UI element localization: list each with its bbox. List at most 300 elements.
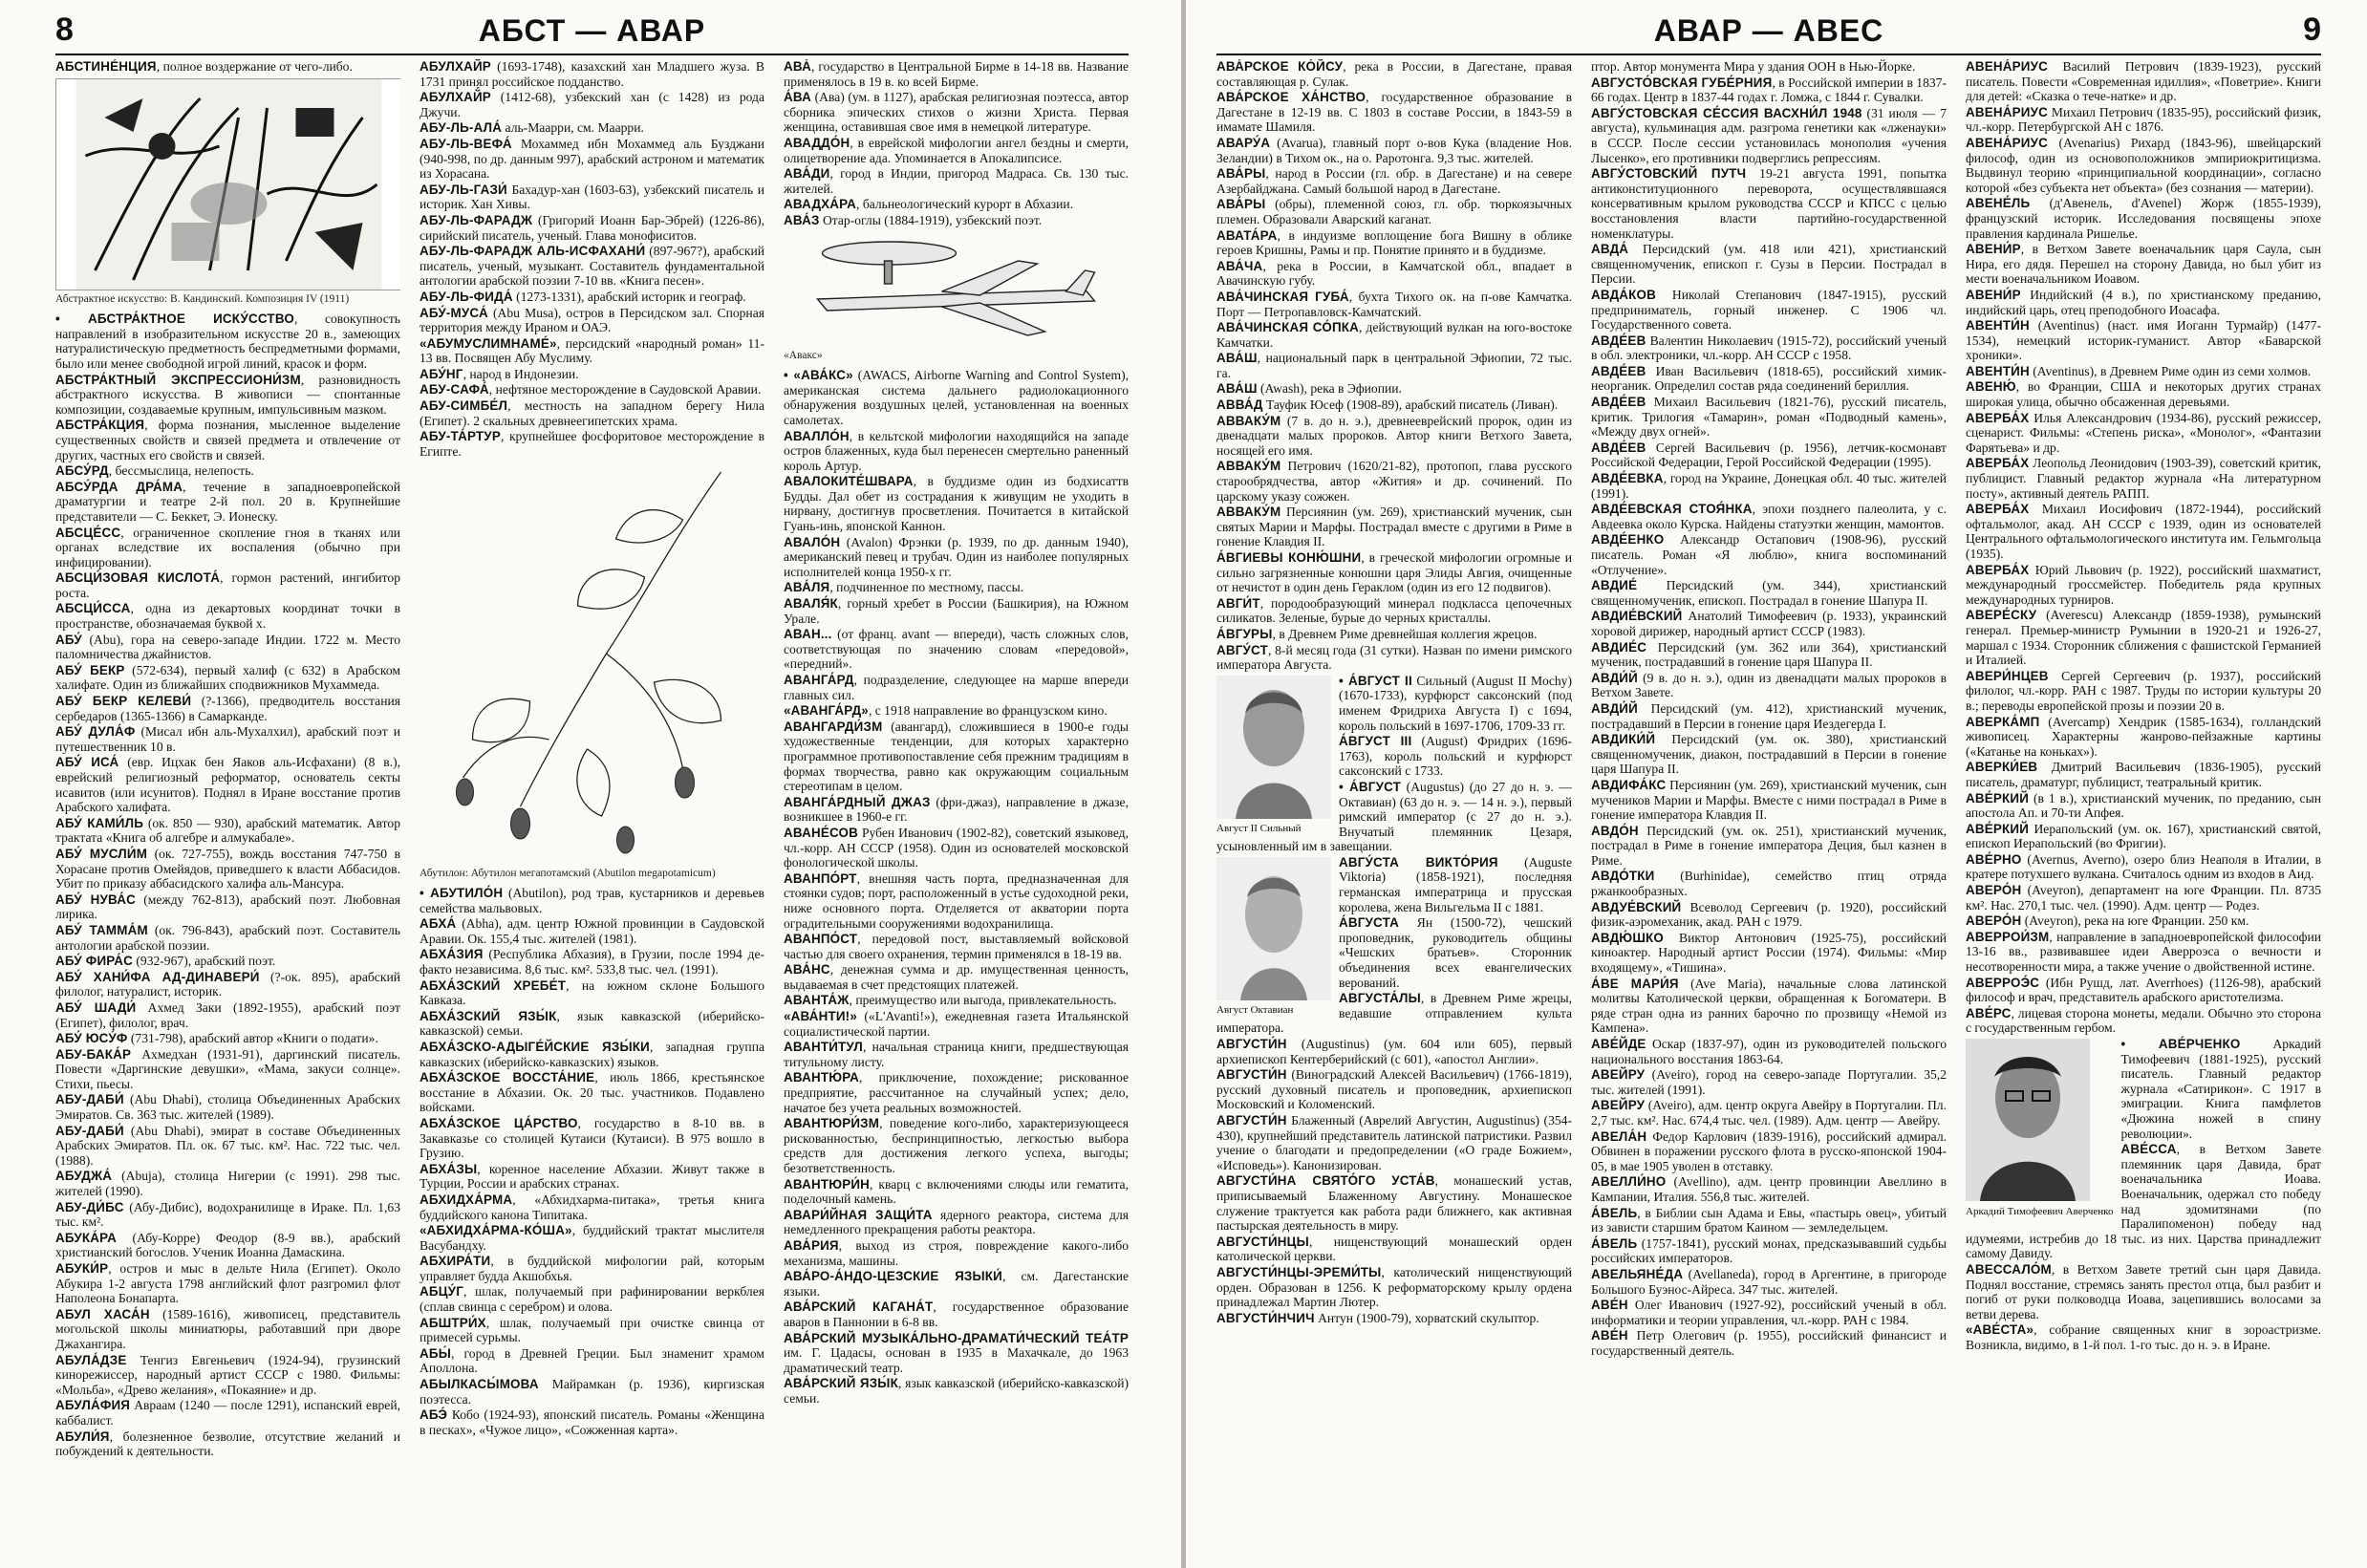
entry-headword: АВЕНИ́Р	[1966, 242, 2021, 257]
entry-definition: (Abha), адм. центр Южной провинции в Саудовской Аравии. Ок. 155,4 тыс. жителей (1981).	[420, 916, 764, 946]
dictionary-entry	[1216, 1037, 1572, 1066]
entry-headword: АБУ́ ШАДИ́	[55, 999, 137, 1015]
entry-definition: (Auguste Viktoria) (1858-1921), последняя германская императрица и прусская королева, жена Вильгельма II с 1881.	[1339, 854, 1572, 914]
entry-definition: (August) Фридрих (1696-1763), король польский и курфюрст саксонский с 1733.	[1339, 734, 1572, 779]
entry-definition: (9 в. до н. э.), один из двенадцати малых пророков в Ветхом Завете.	[1591, 670, 1947, 700]
entry-definition: (?-1366), предводитель восстания сербедаров (1365-1366) в Самарканде.	[55, 694, 400, 723]
entry-headword: «АБУМУСЛИМНАМЕ́»	[420, 335, 557, 351]
entry-definition: (обры), племенной союз, гл. обр. тюркоязычных племен. Образовали Аварский каганат.	[1216, 197, 1572, 226]
entry-headword: АВАНТЮ́РА	[784, 1070, 860, 1085]
dictionary-entry	[55, 59, 400, 75]
dictionary-entry	[784, 673, 1129, 702]
dictionary-entry	[1591, 242, 1947, 287]
dictionary-entry	[784, 1009, 1129, 1039]
entry-definition: , река в России, в Камчатской обл., впадает в Авачинскую губу.	[1216, 258, 1572, 289]
entry-headword: АВА́ЧИНСКАЯ СО́ПКА	[1216, 320, 1360, 335]
entry-definition: Оскар (1837-97), один из руководителей польского национального восстания 1863-64.	[1591, 1037, 1947, 1066]
entry-headword: АВА́РСКИЙ КАГАНА́Т	[784, 1300, 934, 1315]
entry-headword: АБУ-ДАБИ́	[55, 1123, 124, 1138]
dictionary-entry	[1591, 732, 1947, 777]
entry-definition: , совокупность направлений в изобразительном искусстве 20 в., замеющих натуралистическую предметность беспредметными формами, было или менее свободной игрой линий, красок и форм.	[55, 311, 400, 371]
entry-definition: Леопольд Леонидович (1903-39), советский критик, публицист. Главный редактор журнала «На литературном посту», активный деятель РАПП.	[1966, 456, 2321, 501]
dictionary-entry	[1591, 900, 1947, 930]
entry-headword: АВЕРБА́Х	[1966, 456, 2030, 471]
entry-definition: , собрание священных книг в зороастризме. Возникла, видимо, в 1-й пол. 1-го тыс. до н. э. в Иране.	[1966, 1322, 2321, 1352]
dictionary-entry	[784, 826, 1129, 870]
dictionary-entry	[1216, 550, 1572, 595]
dictionary-entry	[784, 1177, 1129, 1207]
entry-headword: АВЕ́РНО	[1966, 851, 2022, 867]
entry-definition: Аркадий Тимофеевич (1881-1925), русский писатель. Главный редактор журнала «Сатирикон». С 1917 в эмиграции. Книга памфлетов «Дюжина ножей в спину революции».	[2120, 1037, 2321, 1141]
entry-headword: АБСУ́РДА ДРА́МА	[55, 479, 183, 494]
entry-headword: «АВАНГА́РД»	[784, 703, 869, 719]
entry-headword: АВДИЕ́С	[1591, 639, 1647, 655]
entry-definition: Всеволод Сергеевич (р. 1920), российский физик-аэромеханик, акад. РАН с 1979.	[1591, 899, 1947, 930]
entry-definition: , кварц с включениями слюды или гематита, поделочный камень.	[784, 1176, 1129, 1207]
figure-caption-kandinsky: Абстрактное искусство: В. Кандинский. Композиция IV (1911)	[55, 293, 350, 306]
entry-definition: (евр. Ицхак бен Яаков аль-Исфахани) (8 в.), еврейский религиозный реформатор, основатель секты исавитов (или исунитов). Поднял в Иране восстание против Арабского халифата.	[55, 755, 400, 815]
dictionary-entry	[784, 213, 1129, 228]
dictionary-entry	[420, 244, 764, 289]
entry-headword: АВГИ́Т	[1216, 595, 1260, 611]
dictionary-entry	[55, 1307, 400, 1352]
entry-headword: АВА́	[784, 59, 811, 74]
entry-headword: АВАНГА́РДНЫЙ ДЖАЗ	[784, 794, 931, 809]
entry-headword: АВА́РСКИЙ ЯЗЫ́К	[784, 1376, 898, 1391]
entry-headword: АБУ́ ИСА́	[55, 755, 119, 770]
dictionary-entry	[55, 373, 400, 418]
entry-headword: АБУ́ БЕКР	[55, 662, 125, 677]
entry-headword: АВАРУ́А	[1216, 135, 1271, 150]
dictionary-entry	[55, 694, 400, 723]
entry-definition: Михаил Иосифович (1872-1944), российский офтальмолог, акад. АН СССР с 1939, один из основателей Центрального офтальмологического института им. Гельмгольца (1935).	[1966, 502, 2321, 561]
entry-definition: (31 июля — 7 августа), кульминация адм. разгрома генетики как «лженауки» в СССР. После сессии установилась монополия «учения Лысенко», его противники подверглись репрессиям.	[1591, 105, 1947, 165]
entry-definition: , направление в западноевропейской философии 13-16 вв., развивавшее идеи Аверроэса о вечности и несотворенности мира, а также учение о двойственной истине.	[1966, 929, 2321, 975]
portrait-caption-averchenko: Аркадий Тимофеевич Аверченко	[1966, 1205, 2114, 1217]
portrait-caption-octavian: Август Октавиан	[1216, 1004, 1294, 1017]
entry-headword: АВЕЙРУ	[1591, 1098, 1646, 1113]
dictionary-entry	[1216, 627, 1572, 642]
entry-headword: АБХА́ЗСКИЙ ХРЕБЕ́Т	[420, 977, 567, 993]
entry-definition: (Augustus) (до 27 до н. э. — Октавиан) (63 до н. э. — 14 н. э.), первый римский император (с 27 до н. э.). Внучатый племянник Цезаря, усыновленный им в завещании.	[1216, 779, 1572, 854]
entry-definition: (Ave Maria), начальные слова латинской молитвы Католической церкви, обращенная к Богоматери. В ряде стран одна из ранних барочно по прозвищу «Немой из Кампена».	[1591, 976, 1947, 1036]
entry-headword: АВЕРБА́Х	[1966, 562, 2030, 577]
entry-definition: (Avercamp) Хендрик (1585-1634), голландский живописец. Характерны жанрово-пейзажные картины («Катанье на коньках»).	[1966, 714, 2321, 759]
dictionary-entry	[420, 1346, 764, 1376]
dictionary-entry	[420, 1284, 764, 1314]
entry-headword: АВАНТИ́ТУЛ	[784, 1040, 864, 1055]
dictionary-entry	[420, 978, 764, 1008]
entry-definition: , приключение, похождение; рискованное предприятие, рассчитанное на случайный успех; дело, начатое без учета реальных возможностей.	[784, 1070, 1129, 1115]
entry-definition: Персидский (ум. 362 или 364), христианский мученик, пострадавший в гонение царя Шапура II.	[1591, 639, 1947, 670]
dictionary-entry	[784, 136, 1129, 165]
entry-definition: Дмитрий Васильевич (1836-1905), русский писатель, драматург, публицист, театральный критик.	[1966, 760, 2321, 789]
entry-definition: , католический нищенствующий орден. Образован в 1256. К реформаторскому крылу ордена принадлежал Мартин Лютер.	[1216, 1264, 1572, 1310]
dictionary-entry	[55, 724, 400, 754]
dictionary-entry	[1216, 228, 1572, 258]
entry-headword: АБУ-ЛЬ-АЛА́	[420, 120, 503, 136]
entry-definition: (Abu Dhabi), эмират в составе Объединенных Арабских Эмиратов. Пл. ок. 67 тыс. км². Нас. 722 тыс. чел. (1988).	[55, 1123, 400, 1168]
left-page	[0, 0, 1181, 1568]
august-ii-bust-image	[1216, 676, 1331, 819]
entry-definition: , государство в 8-10 вв. в Закавказье со столицей Кутаиси (Кутаиси). В 975 вошло в Грузию.	[420, 1115, 764, 1161]
portrait-august-ii	[1216, 676, 1331, 837]
entry-headword: АВЕЛЬЯНЕ́ДА	[1591, 1266, 1684, 1281]
portrait-averchenko	[1966, 1039, 2113, 1219]
entry-definition: , породообразующий минерал подкласса цепочечных силикатов. Зеленые, бурые до черных кристаллы.	[1216, 595, 1572, 626]
entry-definition: Индийский (4 в.), по христианскому преданию, индийский царь, отец преподобного Иоасафа.	[1966, 287, 2321, 317]
figure-awacs	[784, 232, 1129, 363]
entry-headword: АВЕ́РКИЙ	[1966, 790, 2030, 805]
entry-definition: , в буддизме один из бодхисаттв Будды. Дал обет из сострадания к живущим не уходить в нирвану, достигнув просветления. Почитается в китайской Гуань-инь, японской Каннон.	[784, 474, 1129, 534]
entry-headword: АВДЕ́ЕНКО	[1591, 532, 1665, 548]
entry-definition: , в Древнем Риме древнейшая коллегия жрецов.	[1272, 626, 1538, 641]
dictionary-entry	[1966, 59, 2321, 104]
dictionary-entry	[1591, 824, 1947, 869]
dictionary-entry	[1966, 883, 2321, 913]
entry-headword: АВЕНА́РИУС	[1966, 59, 2048, 74]
dictionary-entry	[55, 601, 400, 631]
dictionary-entry	[1591, 1098, 1947, 1128]
entry-definition: (Avenarius) Рихард (1843-96), швейцарский философ, один из основоположников эмпириокритицизма. Выдвинул теорию «принципиальной координации», согласно которой «без субъекта нет объекта» (без сознания — материи).	[1966, 135, 2321, 195]
entry-headword: АВЕРО́Н	[1966, 883, 2022, 898]
entry-definition: (Avellaneda), город в Аргентине, в пригороде Большого Буэнос-Айреса. 347 тыс. жителей.	[1591, 1266, 1947, 1297]
dictionary-entry	[1966, 976, 2321, 1005]
entry-definition: , в Российской империи в 1837-66 годах. Центр в 1837-44 годах г. Ломжа, с 1844 г. Сувалки.	[1591, 75, 1947, 105]
entry-definition: , в еврейской мифологии ангел бездны и смерти, олицетворение ада. Упоминается в Апокалипсисе.	[784, 135, 1129, 165]
dictionary-entry	[784, 932, 1129, 961]
entry-definition: (Avarua), главный порт о-вов Кука (владение Нов. Зеландии) в Тихом ок., на о. Раротонга. 9,3 тыс. жителей.	[1216, 135, 1572, 165]
entry-definition: , город в Индии, пригород Мадраса. Св. 130 тыс. жителей.	[784, 166, 1129, 196]
entry-headword: АБУ-ДИ́БС	[55, 1199, 124, 1214]
entry-definition: , подразделение, следующее на марше впереди главных сил.	[784, 673, 1129, 702]
dictionary-entry	[1591, 75, 1947, 105]
dictionary-entry	[784, 1208, 1129, 1237]
entry-headword: АВАДДО́Н	[784, 135, 850, 150]
entry-definition: , национальный парк в центральной Эфиопии, 72 тыс. га.	[1216, 351, 1572, 380]
entry-headword: АВДА́	[1591, 242, 1629, 257]
entry-definition: , эпохи позднего палеолита, у с. Авдеевка около Курска. Найдены статуэтки женщин, мамонтов.	[1591, 502, 1947, 531]
entry-definition: Персидский (ум. 412), христианский мученик, пострадавший в Персии в гонение царя Иездегерда I.	[1591, 700, 1947, 731]
entry-definition: , буддийский трактат мыслителя Васубандху.	[420, 1223, 764, 1253]
entry-definition: (1273-1331), арабский историк и географ.	[512, 289, 746, 304]
dictionary-entry	[1216, 505, 1572, 549]
entry-definition: , начальная страница книги, предшествующая титульному листу.	[784, 1040, 1129, 1069]
entry-headword: АВГУСТИ́Н	[1216, 1037, 1287, 1051]
entry-definition: (Aventinus) (наст. имя Иоганн Турмайр) (1477-1534), немецкий историк-гуманист. Автор «Баварской хроники».	[1966, 318, 2321, 363]
entry-headword: АВВАКУ́М	[1216, 505, 1281, 520]
entry-headword: • АБУТИЛО́Н	[420, 886, 504, 901]
dictionary-entry	[1216, 1311, 1572, 1326]
entry-headword: АВЕ́ЙДЕ	[1591, 1037, 1646, 1051]
entry-definition: Ахмед Заки (1892-1955), арабский поэт (Египет), филолог, врач.	[55, 999, 400, 1030]
dictionary-entry	[1966, 288, 2321, 317]
entry-definition: , гормон растений, ингибитор роста.	[55, 570, 400, 600]
dictionary-entry	[784, 703, 1129, 719]
entry-definition: Бахадур-хан (1603-63), узбекский писатель и историк. Хан Хивы.	[420, 182, 764, 212]
dictionary-entry	[55, 418, 400, 462]
entry-headword: АВГУ́СТА ВИКТО́РИЯ	[1339, 854, 1498, 870]
entry-definition: , действующий вулкан на юго-востоке Камчатки.	[1216, 320, 1572, 350]
entry-definition: Рубен Иванович (1902-82), советский языковед, чл.-корр. АН СССР (1958). Один из основателей московской фонологической школы.	[784, 825, 1129, 870]
entry-definition: Петр Олегович (р. 1955), российский финансист и государственный деятель.	[1591, 1328, 1947, 1358]
entry-definition: Василий Петрович (1839-1923), русский писатель. Повести «Современная идиллия», «Поветрие». Книги для детей: «Сказка о тече-натке» и др.	[1966, 59, 2321, 104]
entry-definition: (897-967?), арабский писатель, ученый, музыкант. Составитель фундаментальной антологии арабской поэзии 7-10 вв. «Книга песен».	[420, 244, 764, 289]
entry-definition: Ахмедхан (1931-91), даргинский писатель. Повести «Даргинские девушки», «Мама, закуси солнце». Стихи, пьесы.	[55, 1046, 400, 1091]
dictionary-entry	[1966, 608, 2321, 667]
left-column-1	[55, 59, 400, 1549]
entry-definition: , язык кавказской (иберийско-кавказской) семьи.	[784, 1376, 1129, 1406]
entry-definition: Мохаммед ибн Мохаммед аль Бузджани (940-998, по др. данным 997), арабский астроном и математик из Хорасана.	[420, 136, 764, 182]
entry-headword: • А́ВГУСТ	[1339, 779, 1402, 794]
entry-headword: АВВАКУ́М	[1216, 459, 1281, 474]
entry-definition: Илья Александрович (1934-86), русский режиссер, сценарист. Фильмы: «Степень риска», «Монолог», «Фантазии Фарятьева» и др.	[1966, 410, 2321, 455]
dictionary-entry	[784, 166, 1129, 196]
entry-definition: (Awash), река в Эфиопии.	[1257, 381, 1402, 397]
entry-headword: АВА́РСКОЕ КО́ЙСУ	[1216, 59, 1344, 74]
entry-headword: АВДИКИ́Й	[1591, 732, 1656, 747]
entry-definition: (ок. 850 — 930), арабский математик. Автор трактата «Книга об алгебре и алмукабале».	[55, 815, 400, 846]
entry-headword: АБУКИ́Р	[55, 1261, 109, 1276]
dictionary-entry	[55, 1429, 400, 1459]
entry-headword: • А́ВГУСТ II	[1339, 673, 1412, 688]
entry-headword: АБСЦИ́ЗОВАЯ КИСЛОТА́	[55, 570, 221, 586]
dictionary-entry	[55, 1231, 400, 1260]
dictionary-entry	[420, 1070, 764, 1115]
entry-headword: АВАРИ́ЙНАЯ ЗАЩИ́ТА	[784, 1207, 933, 1222]
entry-headword: АВЕНЕ́ЛЬ	[1966, 196, 2031, 211]
entry-headword: АВГУСТИ́НЧИЧ	[1216, 1310, 1315, 1325]
entry-headword: АВДЕ́ЕВ	[1591, 395, 1646, 410]
dictionary-entry	[784, 197, 1129, 212]
dictionary-entry	[1591, 671, 1947, 700]
entry-definition: Иерапольский (ум. ок. 167), христианский святой, епископ Иерапольский (во Фригии).	[1966, 821, 2321, 851]
entry-definition: Ян (1500-72), чешский проповедник, руководитель общины «Чешских братьев». Сторонник объединения всех евангелических верований.	[1339, 915, 1572, 990]
entry-headword: АБЫЛКАСЫ́МОВА	[420, 1377, 539, 1392]
dictionary-entry	[1591, 395, 1947, 440]
entry-headword: АВАТА́РА	[1216, 227, 1278, 243]
entry-definition: Кобо (1924-93), японский писатель. Романы «Женщина в песках», «Чужое лицо», «Сожженная карта».	[420, 1407, 764, 1437]
entry-headword: АВАЛО́Н	[784, 534, 841, 549]
entry-definition: , остров и мыс в дельте Нила (Египет). Около Абукира 1-2 августа 1798 английский флот разгромил флот Наполеона Бонапарта.	[55, 1261, 400, 1306]
entry-headword: АВАДХА́РА	[784, 197, 857, 212]
entry-headword: АВЕЛА́Н	[1591, 1128, 1647, 1144]
entry-headword: АБУЛА́ДЗЕ	[55, 1352, 127, 1367]
entry-definition: (авангард), сложившиеся в 1900-е годы художественные тенденции, для которых характерно программное противопоставление себя прежним традициям в формах творчества, равно как окружающим социальным стереотипам в целом.	[784, 719, 1129, 794]
dictionary-entry	[784, 720, 1129, 794]
dictionary-entry	[784, 429, 1129, 474]
dictionary-entry	[420, 1040, 764, 1069]
dictionary-entry	[784, 1116, 1129, 1175]
entry-headword: А́ВГИЕВЫ КОНЮ́ШНИ	[1216, 550, 1362, 565]
entry-headword: АБУДЖА́	[55, 1169, 113, 1184]
entry-definition: , в греческой мифологии огромные и сильно загрязненные конюшни царя Элиды Авгия, очищенные от нечистот в один день Гераклом (один из его 12 подвигов).	[1216, 550, 1572, 595]
entry-headword: АВДЕ́ЕВ	[1591, 333, 1646, 348]
dictionary-entry	[1591, 1206, 1947, 1235]
entry-headword: АБУ́	[55, 632, 82, 647]
entry-definition: , шлак, получаемый при очистке свинца от примесей сурьмы.	[420, 1315, 764, 1345]
entry-headword: АВГУСТИ́НА СВЯТО́ГО УСТА́В	[1216, 1173, 1435, 1189]
entry-headword: АВГУСТО́ВСКАЯ ГУБЕ́РНИЯ	[1591, 75, 1773, 90]
kandinsky-painting-image	[55, 78, 400, 290]
entry-definition: (Abutilon), род трав, кустарников и деревьев семейства мальвовых.	[420, 886, 764, 915]
dictionary-entry	[784, 368, 1129, 427]
entry-headword: АБХА́ЗСКОЕ ВОССТА́НИЕ	[420, 1070, 595, 1085]
entry-headword: АВДО́Н	[1591, 823, 1639, 838]
entry-definition: (Abuja), столица Нигерии (с 1991). 298 тыс. жителей (1990).	[55, 1169, 400, 1199]
entry-definition: , июль 1866, крестьянское восстание в Абхазии. Ок. 20 тыс. участников. Подавлено войсками.	[420, 1070, 764, 1115]
entry-definition: , 8-й месяц года (31 сутки). Назван по имени римского императора Августа.	[1216, 642, 1572, 673]
entry-headword: АВДИ́Й	[1591, 670, 1638, 685]
entry-headword: АВДЕ́ЕВ	[1591, 440, 1646, 455]
dictionary-entry	[1216, 197, 1572, 226]
entry-definition: (?-ок. 895), арабский филолог, натуралист, историк.	[55, 969, 400, 999]
page-number-left: 8	[55, 11, 74, 48]
entry-definition: , преимущество или выгода, привлекательность.	[849, 993, 1117, 1008]
dictionary-entry	[1966, 913, 2321, 929]
entry-headword: АБУ́ КАМИ́ЛЬ	[55, 815, 144, 830]
entry-headword: АВГУСТИ́НЦЫ	[1216, 1234, 1309, 1249]
entry-headword: АВА́РИЯ	[784, 1237, 839, 1253]
entry-definition: (Aventinus), в Древнем Риме один из семи холмов.	[2029, 363, 2312, 378]
dictionary-entry	[420, 1407, 764, 1437]
entry-definition: , в Древнем Риме жрецы, ведавшие отправлением культа императора.	[1216, 991, 1572, 1036]
entry-headword: АВА́З	[784, 212, 820, 227]
entry-definition: (Averescu) Александр (1859-1938), румынский генерал. Премьер-министр Румынии в 1920-21 и 1926-27, маршал с 1934. Сторонник сближения с фашистской Германией и Италией.	[1966, 608, 2321, 668]
entry-definition: (1757-1841), русский монах, предсказывавший судьбы российских императоров.	[1591, 1235, 1947, 1266]
dictionary-entry	[1591, 1298, 1947, 1327]
entry-headword: АВДИ́Й	[1591, 700, 1638, 716]
dictionary-entry	[1966, 502, 2321, 561]
entry-headword: АБХА́ЗИЯ	[420, 947, 484, 962]
dictionary-entry	[420, 137, 764, 182]
entry-headword: АВДИЕ́	[1591, 578, 1638, 593]
dictionary-entry	[55, 970, 400, 999]
dictionary-entry	[420, 59, 764, 89]
dictionary-entry	[1216, 59, 1572, 89]
entry-definition: , в буддийской мифологии рай, которым управляет будда Акшобхья.	[420, 1254, 764, 1283]
entry-definition: , нефтяное месторождение в Саудовской Аравии.	[488, 382, 762, 397]
entry-headword: АВА́РЫ	[1216, 166, 1266, 182]
entry-headword: АБУЛХАЙ́Р	[420, 59, 491, 74]
entry-definition: , поведение кого-либо, характеризующееся рискованностью, беспринципностью, легкостью выбора средств для достижения легкого успеха, выгоды; безответственность.	[784, 1116, 1129, 1175]
entry-definition: Отар-оглы (1884-1919), узбекский поэт.	[819, 212, 1043, 227]
left-column-2	[420, 59, 764, 1549]
entry-definition: Олег Иванович (1927-92), российский ученый в обл. информатики и теории управления, чл.-корр. РАН с 1984.	[1591, 1298, 1947, 1327]
entry-definition: (д'Авенель, d'Avenel) Жорж (1855-1939), французский историк. Исследования посвящены эпохе правления кардинала Ришелье.	[1966, 196, 2321, 241]
dictionary-entry	[420, 398, 764, 428]
entry-headword: «АБХИДХА́РМА-КО́ША»	[420, 1223, 572, 1238]
dictionary-entry	[420, 1254, 764, 1283]
dictionary-entry	[55, 463, 400, 479]
entry-headword: АВАНПО́СТ	[784, 932, 858, 947]
entry-definition: Иван Васильевич (1818-65), российский химик-неорганик. Определил состав ряда соединений бериллия.	[1591, 363, 1947, 394]
entry-headword: АБШТРИ́Х	[420, 1315, 486, 1330]
entry-headword: АВЕНЮ́	[1966, 379, 2016, 395]
entry-headword: АВЕ́Н	[1591, 1298, 1628, 1313]
entry-headword: А́ВГУСТА	[1339, 915, 1400, 931]
entry-definition: , крупнейшее фосфоритовое месторождение в Египте.	[420, 429, 764, 459]
dictionary-entry	[1591, 471, 1947, 501]
dictionary-entry	[55, 311, 400, 371]
dictionary-entry	[1591, 578, 1947, 608]
entry-definition: Авраам (1240 — после 1291), испанский еврей, каббалист.	[55, 1398, 400, 1428]
running-head-title-left: АБСТ — АВАР	[478, 13, 706, 48]
entry-headword: АБУ́ НУВА́С	[55, 891, 136, 907]
entry-headword: АБУ́ ФИРА́С	[55, 954, 133, 969]
dictionary-entry	[1216, 643, 1572, 673]
entry-definition: , народ в Индонезии.	[463, 366, 579, 381]
entry-headword: АБСЦИ́ССА	[55, 601, 131, 616]
entry-definition: , бессмыслица, нелепость.	[108, 463, 254, 479]
dictionary-entry	[1216, 381, 1572, 397]
entry-definition: (Abu), гора на северо-западе Индии. 1722 м. Место паломничества джайнистов.	[55, 632, 400, 662]
entry-definition: , в кельтской мифологии находящийся на западе остров блаженных, куда был перенесен смертельно раненный король Артур.	[784, 428, 1129, 473]
entry-headword: АБХА́ЗСКОЕ ЦА́РСТВО	[420, 1115, 578, 1130]
entry-headword: АВГУ́СТОВСКАЯ СЕ́ССИЯ ВАСХНИ́Л 1948	[1591, 105, 1862, 120]
entry-headword: АБУКА́РА	[55, 1230, 117, 1245]
entry-definition: , «Абхидхарма-питака», третья книга буддийского канона Типитака.	[420, 1192, 764, 1222]
dictionary-entry	[55, 847, 400, 891]
entry-headword: А́ВЕ МАРИ́Я	[1591, 976, 1679, 991]
entry-headword: АВВА́Д	[1216, 397, 1263, 413]
entry-definition: Федор Карлович (1839-1916), российский адмирал. Обвинен в поражении русского флота в русско-японской 1904-05, в мае 1905 уволен в отставку.	[1591, 1128, 1947, 1173]
entry-definition: , подчиненное по местному, пассы.	[829, 580, 1024, 595]
entry-headword: АВА́ДИ	[784, 166, 830, 182]
entry-definition: , во Франции, США и некоторых других странах широкая улица, обычно обсаженная деревьями.	[1966, 379, 2321, 410]
entry-headword: АВА́ЧА	[1216, 258, 1263, 273]
dictionary-entry	[1216, 259, 1572, 289]
entry-definition: (AWACS, Airborne Warning and Control System), американская система дальнего радиолокационного обнаружения воздушных целей, установленная на военных самолетах.	[784, 368, 1129, 427]
entry-definition: , полное воздержание от чего-либо.	[156, 59, 353, 74]
dictionary-entry	[420, 1162, 764, 1192]
entry-definition: Персидский (ум. 344), христианский священномученик, епископ. Пострадал в гонение Шапура II.	[1591, 578, 1947, 608]
dictionary-entry	[55, 480, 400, 525]
entry-definition: , в индуизме воплощение бога Вишну в облике героев Кришны, Рамы и пр. Понятие принято и в буддизме.	[1216, 227, 1572, 258]
dictionary-entry	[1591, 59, 1947, 75]
dictionary-entry	[1966, 136, 2321, 195]
dictionary-entry	[1966, 563, 2321, 608]
entry-definition: (7 в. до н. э.), древнееврейский пророк, один из двенадцати малых пророков. Автор книги Ветхого Завета, носящей его имя.	[1216, 413, 1572, 458]
entry-headword: АВГУ́СТОВСКИЙ ПУТЧ	[1591, 166, 1747, 182]
entry-definition: , на южном склоне Большого Кавказа.	[420, 977, 764, 1008]
entry-headword: АВДО́ТКИ	[1591, 869, 1655, 884]
entry-headword: АВГУСТА́ЛЫ	[1339, 991, 1421, 1006]
dictionary-entry	[784, 993, 1129, 1008]
dictionary-entry	[1591, 1129, 1947, 1174]
entry-headword: АВЕРЕ́СКУ	[1966, 608, 2037, 623]
entry-headword: АБУ-ЛЬ-ВЕФА́	[420, 136, 512, 151]
entry-headword: АВЕЛЛИ́НО	[1591, 1174, 1667, 1190]
entry-definition: , болезненное безволие, отсутствие желаний и побуждений к деятельности.	[55, 1428, 400, 1459]
entry-headword: «АВЕ́СТА»	[1966, 1322, 2034, 1338]
entry-definition: Антун (1900-79), хорватский скульптор.	[1314, 1310, 1539, 1325]
dictionary-entry	[1591, 1328, 1947, 1358]
entry-headword: «АВА́НТИ!»	[784, 1009, 857, 1024]
entry-definition: Тенгиз Евгеньевич (1924-94), грузинский кинорежиссер, народный артист СССР с 1980. Фильмы: «Мольба», «Древо желания», «Покаяние» и др.	[55, 1352, 400, 1397]
entry-headword: • АБСТРА́КТНОЕ ИСКУ́ССТВО	[55, 311, 294, 327]
dictionary-entry	[55, 570, 400, 600]
left-column-3	[784, 59, 1129, 1549]
dictionary-entry	[784, 1238, 1129, 1268]
entry-definition: (Ава) (ум. в 1127), арабская религиозная поэтесса, автор сборника эпических стихов о жизни Христа. Первая женщина, оставившая свое имя в немецкой литературе.	[784, 90, 1129, 135]
entry-definition: Персиянин (ум. 269), христианский мученик, сын святых Марии и Марфы. Пострадал вместе с другими в Риме в гонение Клавдия II.	[1216, 505, 1572, 549]
dictionary-entry	[1966, 242, 2321, 287]
dictionary-entry	[1216, 166, 1572, 196]
abutilon-plant-drawing	[420, 462, 764, 864]
entry-headword: АБУ-БАКА́Р	[55, 1046, 132, 1062]
dictionary-entry	[784, 535, 1129, 580]
